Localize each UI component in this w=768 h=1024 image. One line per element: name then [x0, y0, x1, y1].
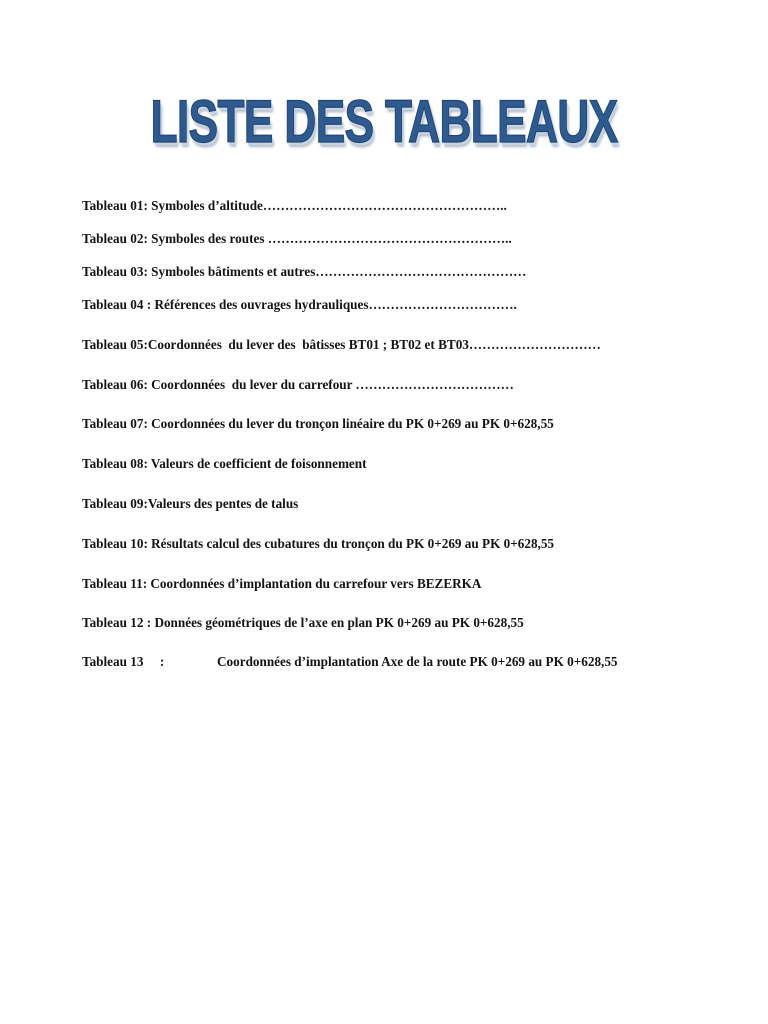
table-caption: Données géométriques de l’axe en plan PK 0+269 au PK 0+628,55: [154, 615, 524, 630]
table-number: Tableau 11:: [82, 576, 148, 591]
list-item: [82, 654, 618, 670]
table-caption: Coordonnées d’implantation du carrefour vers BEZERKA: [150, 576, 482, 591]
table-number: Tableau 06:: [82, 377, 148, 392]
table-caption: Coordonnées d’implantation Axe de la route PK 0+269 au PK 0+628,55: [217, 654, 618, 669]
list-item: [82, 496, 298, 512]
table-number: Tableau 02:: [82, 231, 148, 246]
table-caption: Valeurs des pentes de talus: [147, 496, 299, 511]
list-item: [82, 297, 517, 313]
list-item: [82, 416, 554, 432]
list-item: [82, 198, 507, 214]
table-number: Tableau 12 :: [82, 615, 152, 630]
table-number: Tableau 08:: [82, 456, 148, 471]
table-caption: Références des ouvrages hydrauliques…………………………….: [154, 297, 517, 312]
table-number: Tableau 01:: [82, 198, 148, 213]
table-caption: Coordonnées du lever des bâtisses BT01 ; BT02 et BT03…………………………: [147, 337, 601, 352]
table-caption: Coordonnées du lever du tronçon linéaire du PK 0+269 au PK 0+628,55: [151, 416, 554, 431]
table-caption: Symboles d’altitude………………………………………………..: [151, 198, 507, 213]
table-number: Tableau 04 :: [82, 297, 152, 312]
table-number: Tableau 09:: [82, 496, 148, 511]
page-title: LISTE DES TABLEAUX: [150, 88, 618, 155]
list-item: [82, 264, 526, 280]
list-item: [82, 231, 512, 247]
table-caption: Symboles bâtiments et autres…………………………………………: [151, 264, 527, 279]
list-item: [82, 377, 514, 393]
table-caption: Coordonnées du lever du carrefour ………………………………: [151, 377, 514, 392]
table-number: Tableau 13 :: [82, 654, 165, 669]
list-item: [82, 576, 481, 592]
table-caption: Symboles des routes ………………………………………………..: [151, 231, 512, 246]
list-item: [82, 456, 367, 472]
list-item: [82, 337, 601, 353]
list-item: [82, 536, 554, 552]
list-item: [82, 615, 524, 631]
table-number: Tableau 05:: [82, 337, 148, 352]
table-number: Tableau 03:: [82, 264, 148, 279]
table-number: Tableau 07:: [82, 416, 148, 431]
table-caption: Valeurs de coefficient de foisonnement: [150, 456, 367, 471]
table-caption: Résultats calcul des cubatures du tronçon du PK 0+269 au PK 0+628,55: [151, 536, 555, 551]
table-number: Tableau 10:: [82, 536, 148, 551]
